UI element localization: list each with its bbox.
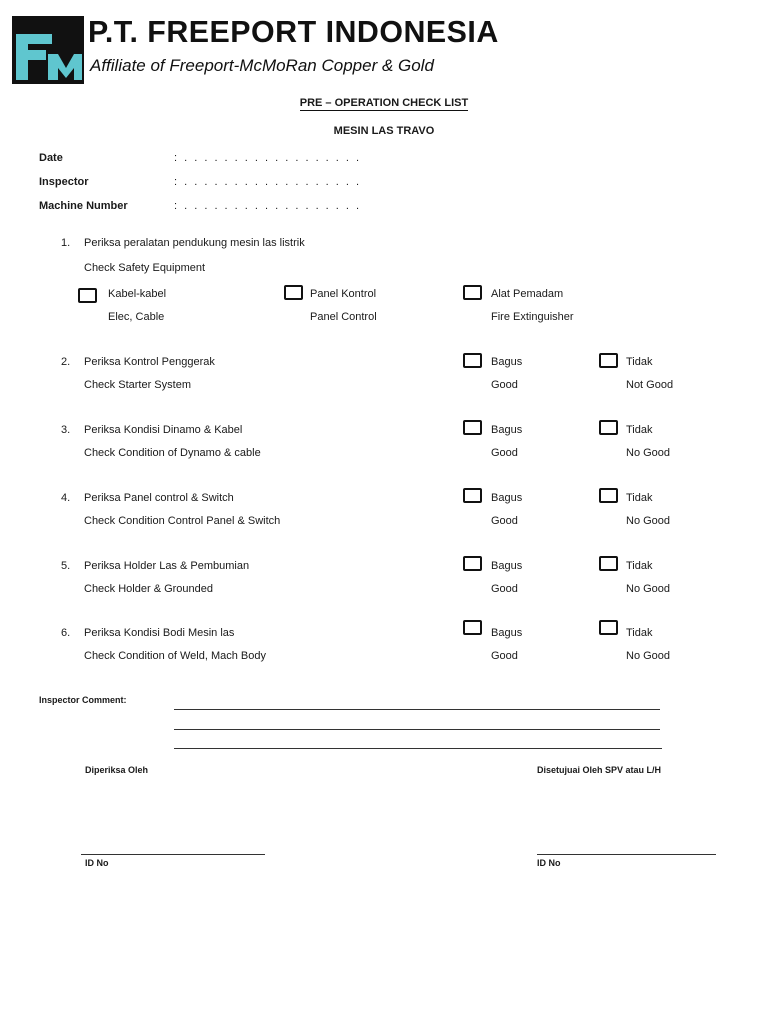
checkbox-not-good[interactable] <box>599 353 618 368</box>
item-number: 1. <box>61 237 71 249</box>
doc-subtitle: MESIN LAS TRAVO <box>333 125 435 137</box>
checkbox-good[interactable] <box>463 353 482 368</box>
good-sub: Good <box>491 515 518 527</box>
item-text-id: Periksa peralatan pendukung mesin las listrik <box>84 237 305 249</box>
option-label: Alat Pemadam <box>491 288 564 300</box>
company-name: P.T. FREEPORT INDONESIA <box>88 14 499 49</box>
bad-label: Tidak <box>626 560 653 572</box>
option-sub: Fire Extinguisher <box>491 311 574 323</box>
option-sub: Panel Control <box>310 311 377 323</box>
date-label: Date <box>39 152 63 164</box>
checkbox-not-good[interactable] <box>599 556 618 571</box>
good-label: Bagus <box>491 492 523 504</box>
option-sub: Elec, Cable <box>108 311 165 323</box>
checkbox-good[interactable] <box>463 488 482 503</box>
affiliate-tagline: Affiliate of Freeport-McMoRan Copper & Gold <box>90 56 434 75</box>
doc-title: PRE – OPERATION CHECK LIST <box>299 97 469 109</box>
checkbox-good[interactable] <box>463 556 482 571</box>
id-no-label: ID No <box>85 858 109 868</box>
good-label: Bagus <box>491 356 523 368</box>
bad-label: Tidak <box>626 424 653 436</box>
checked-by-label: Diperiksa Oleh <box>85 765 149 775</box>
item-text-en: Check Safety Equipment <box>84 262 206 274</box>
item-text-id: Periksa Kontrol Penggerak <box>84 356 215 368</box>
item-text-en: Check Holder & Grounded <box>84 583 214 595</box>
comment-line[interactable] <box>174 709 660 710</box>
approved-by-label: Disetujuai Oleh SPV atau L/H <box>537 765 662 775</box>
fcx-logo-icon <box>12 16 84 84</box>
checkbox-panel-kontrol[interactable] <box>284 285 303 300</box>
option-label: Kabel-kabel <box>108 288 167 300</box>
comment-line[interactable] <box>174 729 660 730</box>
item-text-id: Periksa Kondisi Dinamo & Kabel <box>84 424 243 436</box>
checkbox-not-good[interactable] <box>599 488 618 503</box>
bad-sub: No Good <box>626 515 671 527</box>
item-text-en: Check Condition of Weld, Mach Body <box>84 650 266 662</box>
id-no-label: ID No <box>537 858 561 868</box>
signature-line[interactable] <box>537 854 716 855</box>
item-text-en: Check Condition of Dynamo & cable <box>84 447 261 459</box>
bad-sub: No Good <box>626 447 671 459</box>
bad-label: Tidak <box>626 627 653 639</box>
comment-line[interactable] <box>174 748 662 749</box>
checkbox-not-good[interactable] <box>599 420 618 435</box>
item-text-en: Check Starter System <box>84 379 191 391</box>
good-label: Bagus <box>491 424 523 436</box>
item-text-en: Check Condition Control Panel & Switch <box>84 515 281 527</box>
item-number: 3. <box>61 424 71 436</box>
checkbox-good[interactable] <box>463 620 482 635</box>
option-label: Panel Kontrol <box>310 288 377 300</box>
item-text-id: Periksa Kondisi Bodi Mesin las <box>84 627 235 639</box>
inspector-comment-label: Inspector Comment: <box>39 695 127 705</box>
item-text-id: Periksa Holder Las & Pembumian <box>84 560 250 572</box>
inspector-label: Inspector <box>39 176 89 188</box>
bad-sub: No Good <box>626 583 671 595</box>
checkbox-not-good[interactable] <box>599 620 618 635</box>
good-label: Bagus <box>491 560 523 572</box>
item-number: 4. <box>61 492 71 504</box>
checkbox-kabel[interactable] <box>78 288 97 303</box>
signature-line[interactable] <box>81 854 265 855</box>
machine-number-label: Machine Number <box>39 200 128 212</box>
item-number: 5. <box>61 560 71 572</box>
item-number: 6. <box>61 627 71 639</box>
good-label: Bagus <box>491 627 523 639</box>
inspector-field[interactable]: : . . . . . . . . . . . . . . . . . . <box>174 176 362 188</box>
good-sub: Good <box>491 447 518 459</box>
date-field[interactable]: : . . . . . . . . . . . . . . . . . . <box>174 152 362 164</box>
bad-sub: No Good <box>626 650 671 662</box>
good-sub: Good <box>491 583 518 595</box>
item-number: 2. <box>61 356 71 368</box>
checkbox-alat-pemadam[interactable] <box>463 285 482 300</box>
bad-sub: Not Good <box>626 379 674 391</box>
checkbox-good[interactable] <box>463 420 482 435</box>
good-sub: Good <box>491 379 518 391</box>
item-text-id: Periksa Panel control & Switch <box>84 492 234 504</box>
bad-label: Tidak <box>626 356 653 368</box>
good-sub: Good <box>491 650 518 662</box>
bad-label: Tidak <box>626 492 653 504</box>
machine-number-field[interactable]: : . . . . . . . . . . . . . . . . . . <box>174 200 362 212</box>
